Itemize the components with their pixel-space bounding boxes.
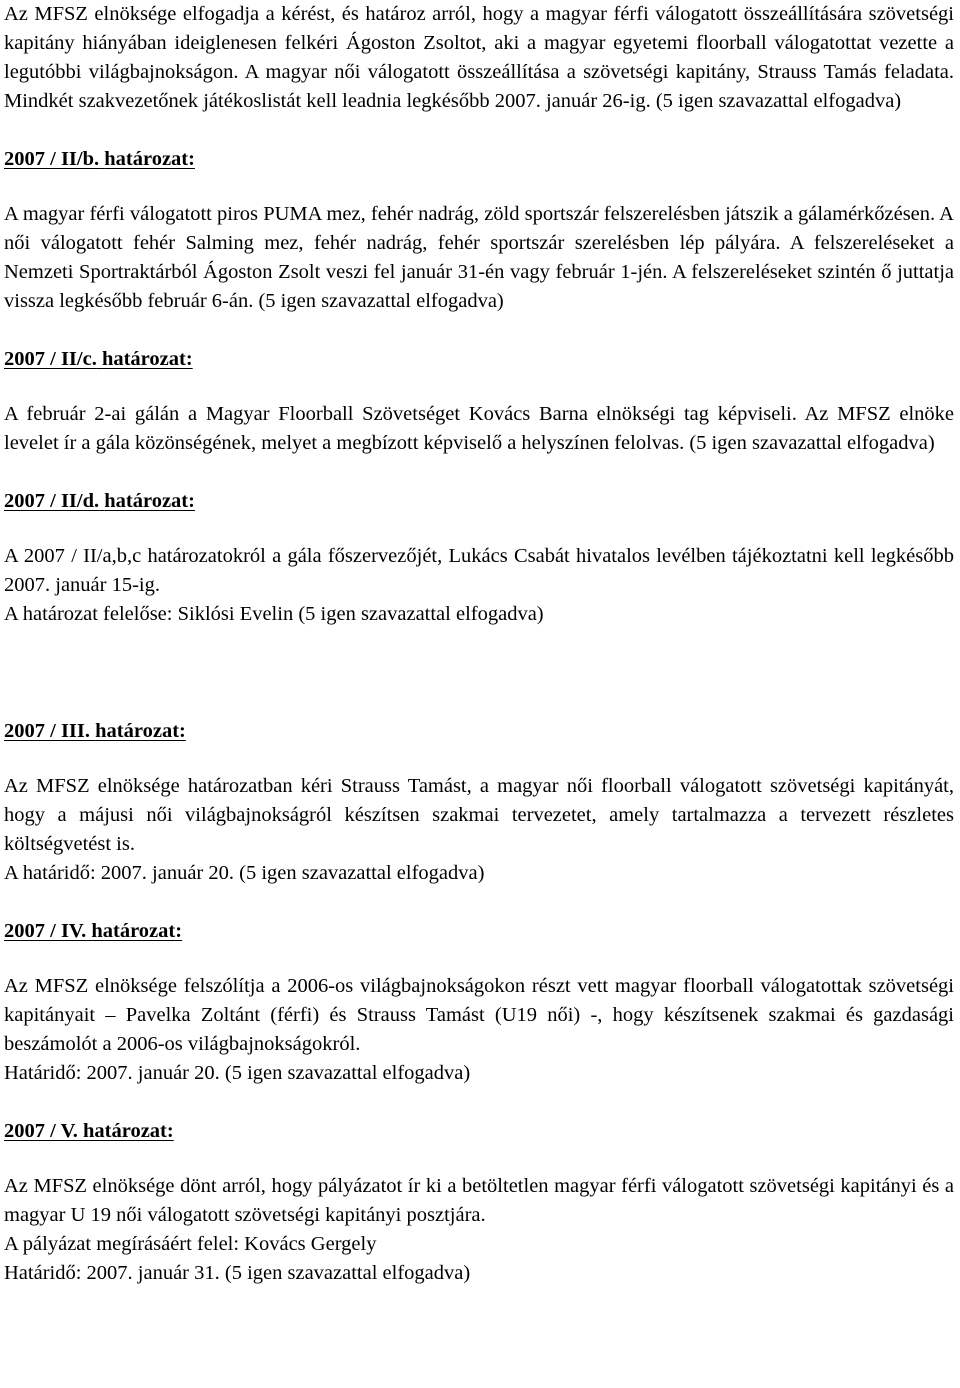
intro-paragraph: Az MFSZ elnöksége elfogadja a kérést, és határoz arról, hogy a magyar férfi válogatott összeállítására szövetségi kapitány hiányában ideiglenesen felkéri Ágoston Zsoltot, aki a magyar egyetemi floorball válogatottat vezette a legutóbbi világbajnokságon. A magyar női válogatott összeállítása a szövetségi kapitány, Strauss Tamás feladata. Mindkét szakvezetőnek játékoslistát kell leadnia legkésőbb 2007. január 26-ig. (5 igen szavazattal elfogadva) [4, 3, 954, 112]
resolution-responsible: A határozat felelőse: Siklósi Evelin (5 igen szavazattal elfogadva) [4, 603, 544, 625]
resolution-label: határozat: [83, 1120, 174, 1142]
resolution-heading-2007-II-b [4, 145, 954, 174]
resolution-number: 2007 / II/b. [4, 148, 100, 170]
resolution-body: Az MFSZ elnöksége felszólítja a 2006-os világbajnokságokon részt vett magyar floorball válogatottak szövetségi kapitányait – Pavelka Zoltánt (férfi) és Strauss Tamást (U19 női) -, hogy készítsenek szakmai és gazdasági beszámolót a 2006-os világbajnokságokról. [4, 975, 954, 1055]
resolution-number: 2007 / II/c. [4, 348, 97, 370]
resolution-heading-2007-II-c [4, 345, 954, 374]
resolution-number: 2007 / II/d. [4, 490, 100, 512]
resolution-body: A 2007 / II/a,b,c határozatokról a gála főszervezőjét, Lukács Csabát hivatalos levélben tájékoztatni kell legkésőbb 2007. január 15-ig. [4, 545, 954, 596]
resolution-body: A magyar férfi válogatott piros PUMA mez, fehér nadrág, zöld sportszár felszerelésben játszik a gálamérkőzésen. A női válogatott fehér Salming mez, fehér nadrág, fehér sportszár szerelésben lép pályára. A felszereléseket a Nemzeti Sportraktárból Ágoston Zsolt veszi fel január 31-én vagy február 1-jén. A felszereléseket szintén ő juttatja vissza legkésőbb február 6-án. (5 igen szavazattal elfogadva) [4, 203, 954, 312]
resolution-label: határozat: [95, 720, 186, 742]
resolution-label: határozat: [104, 148, 195, 170]
resolution-heading-2007-V [4, 1117, 954, 1146]
resolution-label: határozat: [101, 348, 193, 370]
resolution-number: 2007 / IV. [4, 920, 87, 942]
resolution-heading-2007-III [4, 717, 954, 746]
resolution-number: 2007 / III. [4, 720, 91, 742]
resolution-deadline: Határidő: 2007. január 20. (5 igen szavazattal elfogadva) [4, 1062, 471, 1084]
resolution-body: A február 2-ai gálán a Magyar Floorball Szövetséget Kovács Barna elnökségi tag képviseli. Az MFSZ elnöke levelet ír a gála közönségének, melyet a megbízott képviselő a helyszínen felolvas. (5 igen szavazattal elfogadva) [4, 403, 954, 454]
resolution-responsible: A pályázat megírásáért felel: Kovács Gergely [4, 1233, 377, 1255]
resolution-heading-2007-IV [4, 917, 954, 946]
resolution-body: Az MFSZ elnöksége határozatban kéri Strauss Tamást, a magyar női floorball válogatott szövetségi kapitányát, hogy a májusi női világbajnokságról készítsen szakmai tervezetet, amely tartalmazza a tervezett részletes költségvetést is. [4, 775, 954, 855]
resolution-label: határozat: [91, 920, 183, 942]
resolution-number: 2007 / V. [4, 1120, 78, 1142]
resolution-deadline: A határidő: 2007. január 20. (5 igen szavazattal elfogadva) [4, 862, 485, 884]
resolution-body: Az MFSZ elnöksége dönt arról, hogy pályázatot ír ki a betöltetlen magyar férfi válogatott szövetségi kapitányi és a magyar U 19 női válogatott szövetségi kapitányi posztjára. [4, 1175, 954, 1226]
resolution-label: határozat: [104, 490, 195, 512]
resolution-deadline: Határidő: 2007. január 31. (5 igen szavazattal elfogadva) [4, 1262, 471, 1284]
resolution-heading-2007-II-d [4, 487, 954, 516]
